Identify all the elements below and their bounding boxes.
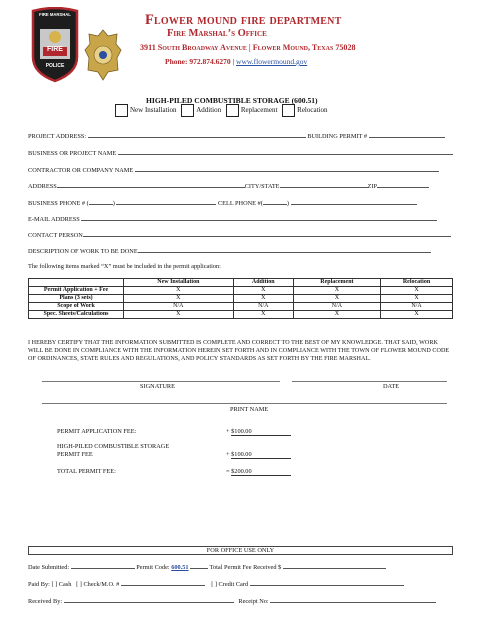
total-received-label: Total Permit Fee Received $ bbox=[209, 564, 282, 571]
project-address-field[interactable] bbox=[88, 131, 306, 138]
receipt-no-field[interactable] bbox=[270, 596, 436, 603]
city-state-field[interactable] bbox=[280, 181, 368, 188]
office-contact bbox=[165, 57, 307, 66]
contact-label: CONTACT PERSON bbox=[28, 232, 83, 239]
building-permit-field[interactable] bbox=[369, 131, 445, 138]
hpcs-fee-prefix: + bbox=[226, 451, 230, 458]
permit-code-label: Permit Code: bbox=[136, 564, 170, 571]
office-use-row-1 bbox=[28, 562, 386, 571]
total-fee-value bbox=[226, 468, 291, 476]
fire-marshal-patch-logo bbox=[30, 7, 80, 83]
received-by-field[interactable] bbox=[64, 596, 234, 603]
relocation-checkbox[interactable] bbox=[282, 104, 295, 117]
table-cell: X bbox=[293, 287, 380, 295]
table-cell: X bbox=[233, 287, 293, 295]
replacement-checkbox[interactable] bbox=[226, 104, 239, 117]
total-fee-prefix: = bbox=[226, 468, 230, 475]
column-header: Replacement bbox=[293, 279, 380, 287]
description-field[interactable] bbox=[138, 246, 431, 253]
total-fee-label: TOTAL PERMIT FEE: bbox=[57, 468, 116, 475]
table-cell: X bbox=[293, 295, 380, 303]
credit-card-option[interactable]: [ ] Credit Card bbox=[211, 581, 249, 588]
website-link[interactable]: www.flowermound.gov bbox=[236, 57, 308, 66]
table-cell: X bbox=[293, 311, 380, 319]
date-submitted-field[interactable] bbox=[71, 562, 135, 569]
email-field[interactable] bbox=[81, 214, 437, 221]
application-fee-label: PERMIT APPLICATION FEE: bbox=[57, 428, 137, 435]
new-installation-label: New Installation bbox=[130, 106, 177, 115]
items-note: The following items marked “X” must be included in the permit application: bbox=[28, 263, 221, 270]
office-use-banner: FOR OFFICE USE ONLY bbox=[28, 546, 453, 555]
addition-checkbox[interactable] bbox=[181, 104, 194, 117]
date-submitted-label: Date Submitted: bbox=[28, 564, 70, 571]
contractor-row bbox=[28, 165, 439, 174]
contact-row bbox=[28, 230, 451, 239]
table-cell: N/A bbox=[233, 303, 293, 311]
check-option[interactable]: [ ] Check/M.O. # bbox=[76, 581, 120, 588]
cell-phone-area-field[interactable] bbox=[263, 198, 287, 205]
description-label: DESCRIPTION OF WORK TO BE DONE bbox=[28, 248, 138, 255]
cell-phone-field[interactable] bbox=[291, 198, 417, 205]
permit-code-value: 600.51 bbox=[171, 564, 189, 571]
address-row bbox=[28, 181, 429, 190]
email-label: E-MAIL ADDRESS bbox=[28, 216, 80, 223]
print-name-line[interactable] bbox=[42, 403, 447, 404]
row-header: Permit Application + Fee bbox=[29, 287, 124, 295]
office-subtitle: Fire Marshal’s Office bbox=[167, 28, 267, 39]
table-cell: N/A bbox=[124, 303, 234, 311]
table-cell: N/A bbox=[381, 303, 453, 311]
table-cell: X bbox=[381, 287, 453, 295]
date-label: DATE bbox=[383, 383, 400, 390]
table-row bbox=[29, 295, 453, 303]
table-cell: X bbox=[233, 311, 293, 319]
hpcs-fee-label-line1: HIGH-PILED COMBUSTIBLE STORAGE bbox=[57, 443, 170, 450]
requirements-table bbox=[28, 278, 453, 319]
received-by-label: Received By: bbox=[28, 598, 63, 605]
application-fee-prefix: + bbox=[226, 428, 230, 435]
addition-label: Addition bbox=[196, 106, 222, 115]
table-corner-cell bbox=[29, 279, 124, 287]
business-name-row bbox=[28, 148, 453, 157]
table-row bbox=[29, 303, 453, 311]
phone-row: BUSINESS PHONE # ( ) CELL PHONE #( ) bbox=[28, 198, 417, 207]
fire-marshal-badge-icon bbox=[84, 28, 122, 82]
office-address: 3911 South Broadway Avenue | Flower Mound, Texas 75028 bbox=[140, 43, 356, 52]
permit-code-field[interactable] bbox=[190, 562, 208, 569]
total-received-field[interactable] bbox=[283, 562, 386, 569]
credit-card-field[interactable] bbox=[250, 579, 404, 586]
business-name-field[interactable] bbox=[118, 148, 453, 155]
office-use-row-2 bbox=[28, 579, 404, 588]
paid-by-cash-option[interactable]: Paid By: [ ] Cash bbox=[28, 581, 72, 588]
office-phone: Phone: 972.874.6270 | bbox=[165, 57, 235, 66]
new-installation-checkbox[interactable] bbox=[115, 104, 128, 117]
table-row bbox=[29, 287, 453, 295]
email-row bbox=[28, 214, 437, 223]
project-address-row bbox=[28, 131, 445, 140]
total-fee-amount: $200.00 bbox=[231, 468, 291, 476]
signature-label: SIGNATURE bbox=[140, 383, 175, 390]
business-phone-field[interactable] bbox=[116, 198, 216, 205]
hpcs-fee-value bbox=[226, 451, 291, 459]
table-cell: X bbox=[124, 311, 234, 319]
description-row bbox=[28, 246, 431, 255]
date-line[interactable] bbox=[292, 381, 447, 382]
column-header: Addition bbox=[233, 279, 293, 287]
row-header: Spec. Sheets/Calculations bbox=[29, 311, 124, 319]
hpcs-fee-label-line2: PERMIT FEE bbox=[57, 451, 93, 458]
hpcs-fee-amount: $100.00 bbox=[231, 451, 291, 459]
department-title: Flower mound fire department bbox=[145, 12, 342, 28]
check-number-field[interactable] bbox=[121, 579, 205, 586]
row-header: Scope of Work bbox=[29, 303, 124, 311]
table-row bbox=[29, 311, 453, 319]
patch-bottom-text: POLICE bbox=[45, 63, 65, 69]
print-name-label: PRINT NAME bbox=[230, 406, 269, 413]
office-use-row-3 bbox=[28, 596, 436, 605]
table-cell: X bbox=[381, 295, 453, 303]
contact-field[interactable] bbox=[83, 230, 451, 237]
contractor-label: CONTRACTOR OR COMPANY NAME bbox=[28, 167, 134, 174]
table-cell: X bbox=[124, 295, 234, 303]
address-label: ADDRESS bbox=[28, 183, 57, 190]
address-field[interactable] bbox=[57, 181, 245, 188]
table-cell: X bbox=[124, 287, 234, 295]
table-cell: X bbox=[381, 311, 453, 319]
business-phone-area-field[interactable] bbox=[89, 198, 113, 205]
project-address-label: PROJECT ADDRESS: bbox=[28, 133, 87, 140]
business-name-label: BUSINESS OR PROJECT NAME bbox=[28, 150, 117, 157]
contractor-field[interactable] bbox=[135, 165, 439, 172]
column-header: New Installation bbox=[124, 279, 234, 287]
cell-phone-label: CELL PHONE #( bbox=[217, 200, 263, 207]
patch-top-text: FIRE MARSHAL bbox=[39, 12, 71, 17]
city-state-label: CITY/STATE bbox=[244, 183, 280, 190]
table-cell: N/A bbox=[293, 303, 380, 311]
zip-label: ZIP bbox=[367, 183, 377, 190]
table-header-row bbox=[29, 279, 453, 287]
application-fee-value bbox=[226, 428, 291, 436]
application-fee-amount: $100.00 bbox=[231, 428, 291, 436]
receipt-no-label: Receipt No: bbox=[238, 598, 269, 605]
table-cell: X bbox=[233, 295, 293, 303]
certification-text: I HEREBY CERTIFY THAT THE INFORMATION SUBMITTED IS COMPLETE AND CORRECT TO THE BEST OF MY KNOWLEDGE. THAT SAID, WORK WILL BE DONE IN COMPLIANCE WITH THE INFORMATION HEREIN SET FORTH AND IN COMPLIANCE WITH THE TOWN OF FLOWER MOUND CODE OF ORDINANCES, STATE RULES AND REGULATIONS, AND POLICY STANDARDS AS SET FORTH BY THE FIRE MARSHAL. bbox=[28, 340, 450, 362]
replacement-label: Replacement bbox=[240, 106, 278, 115]
signature-line[interactable] bbox=[42, 381, 280, 382]
column-header: Relocation bbox=[381, 279, 453, 287]
relocation-label: Relocation bbox=[297, 106, 328, 115]
row-header: Plans (3 sets) bbox=[29, 295, 124, 303]
permit-type-options bbox=[112, 104, 327, 117]
business-phone-label: BUSINESS PHONE # ( bbox=[28, 200, 89, 207]
building-permit-label: BUILDING PERMIT # bbox=[307, 133, 368, 140]
form-title: HIGH-PILED COMBUSTIBLE STORAGE (600.51) bbox=[146, 96, 318, 105]
patch-fire-text: FIRE bbox=[47, 46, 63, 53]
zip-field[interactable] bbox=[377, 181, 429, 188]
